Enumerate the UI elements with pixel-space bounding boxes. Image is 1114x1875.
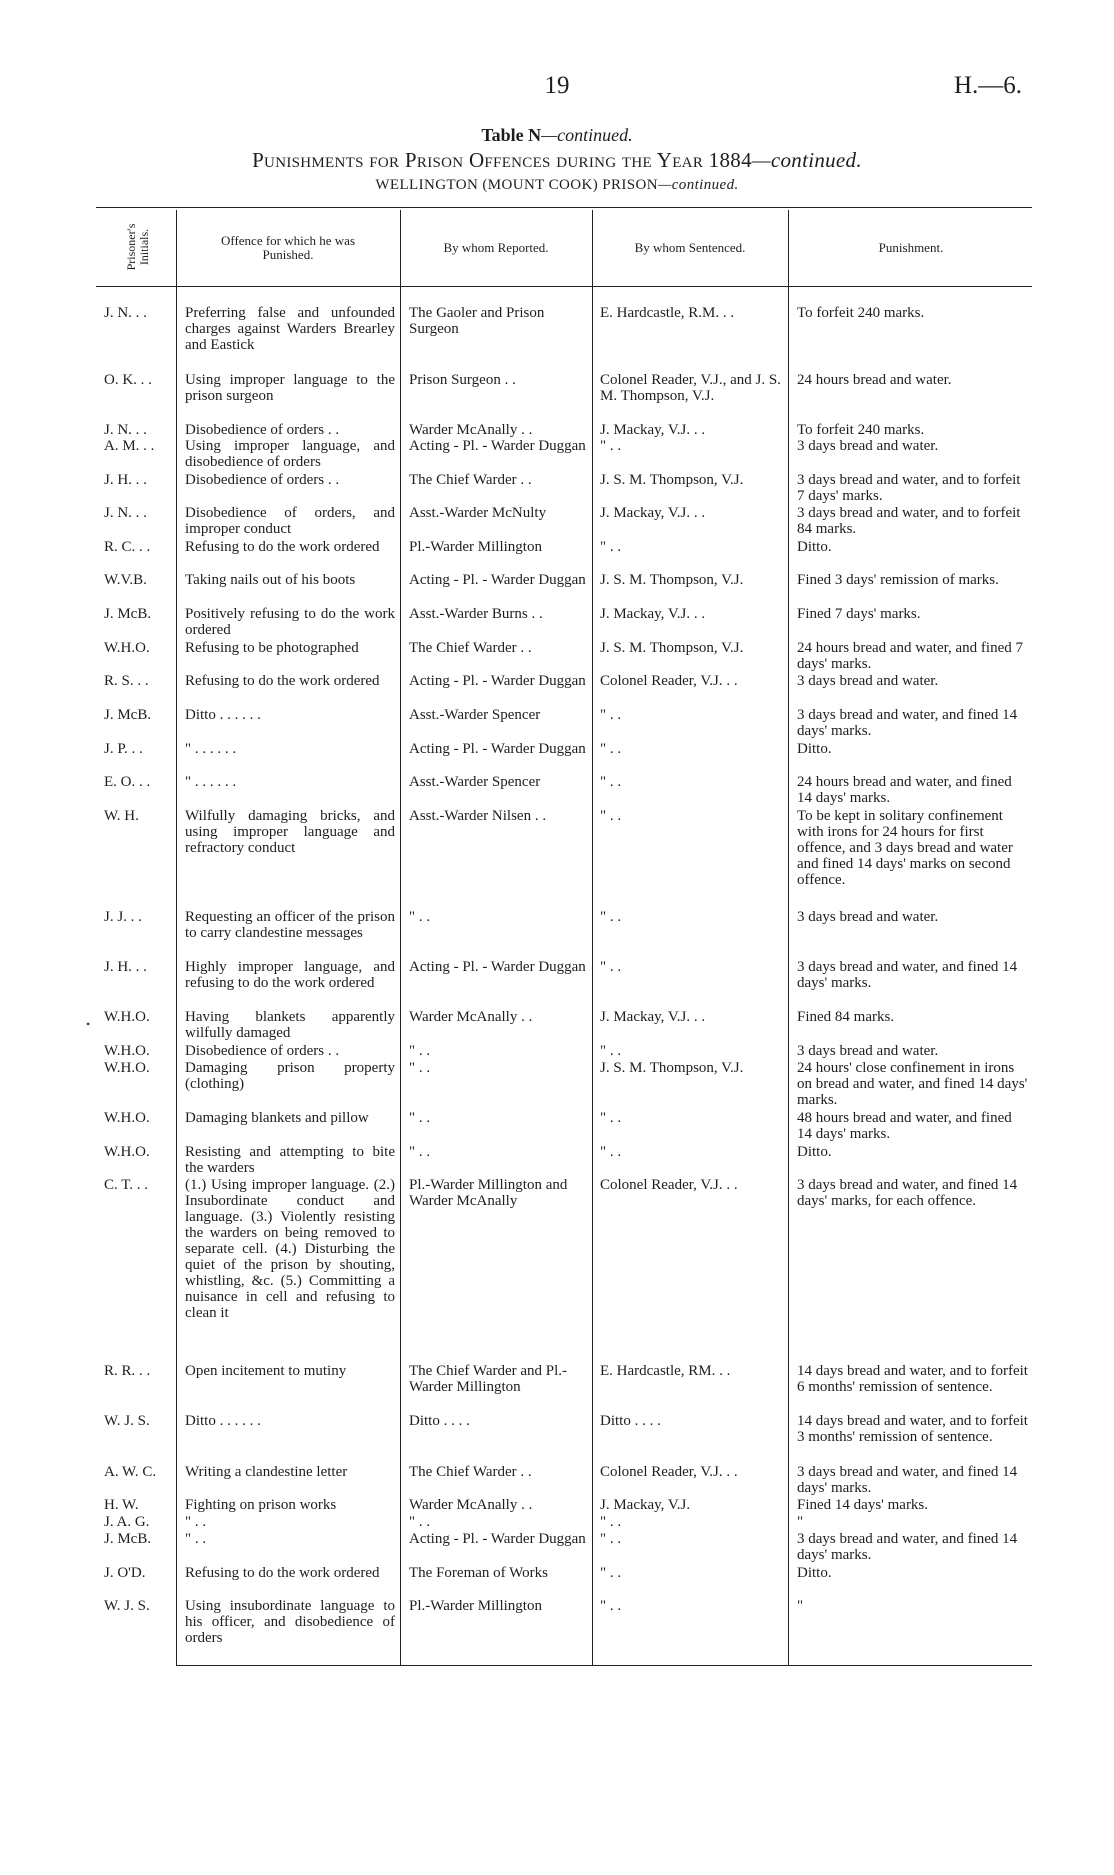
row-reported: " . . [409, 1043, 431, 1059]
row-sentenced: Colonel Reader, V.J., and J. S. M. Thompson, V.J. [600, 372, 781, 404]
row-reported: The Foreman of Works [409, 1565, 548, 1581]
row-punishment: Fined 14 days' marks. [797, 1497, 929, 1513]
row-offence: Disobedience of orders . . [185, 422, 340, 438]
row-reported: Acting - Pl. - Warder Duggan [409, 673, 586, 689]
row-sentenced: Colonel Reader, V.J. . . [600, 673, 738, 689]
row-initials: R. R. . . [104, 1363, 151, 1379]
row-offence: Refusing to do the work ordered [185, 1565, 380, 1581]
row-offence: Preferring false and unfounded charges against Warders Brearley and Eastick [185, 305, 395, 353]
row-initials: J. P. . . [104, 741, 143, 757]
row-sentenced: " . . [600, 774, 622, 790]
row-initials: J. McB. [104, 606, 152, 622]
row-sentenced: J. Mackay, V.J. . . [600, 422, 706, 438]
table-subtitle [0, 148, 1114, 173]
row-initials: W. J. S. [104, 1598, 150, 1614]
row-offence: " . . . . . . [185, 774, 237, 790]
row-offence: Refusing to do the work ordered [185, 539, 380, 555]
row-reported: Asst.-Warder Spencer [409, 774, 541, 790]
header-reported: By whom Reported. [443, 239, 549, 255]
row-reported: Asst.-Warder McNulty [409, 505, 547, 521]
series-code: H.—6. [953, 72, 1022, 99]
row-initials: W. J. S. [104, 1413, 150, 1429]
row-sentenced: " . . [600, 808, 622, 824]
row-reported: Acting - Pl. - Warder Duggan [409, 438, 586, 454]
row-initials: A. W. C. [104, 1464, 157, 1480]
row-reported: Acting - Pl. - Warder Duggan [409, 572, 586, 588]
column-divider-1 [176, 210, 177, 1665]
row-reported: Asst.-Warder Spencer [409, 707, 541, 723]
row-initials: W.H.O. [104, 1110, 150, 1126]
row-punishment: 3 days bread and water, and to forfeit 84 marks. [797, 505, 1021, 537]
row-sentenced: Colonel Reader, V.J. . . [600, 1464, 738, 1480]
row-punishment: Fined 3 days' remission of marks. [797, 572, 999, 588]
row-reported: Pl.-Warder Millington [409, 539, 542, 555]
row-punishment: 3 days bread and water, and fined 14 days' marks. [797, 959, 1018, 991]
row-offence: Ditto . . . . . . [185, 707, 261, 723]
row-offence: " . . . . . . [185, 741, 237, 757]
row-sentenced: " . . [600, 1598, 622, 1614]
row-offence: Highly improper language, and refusing to do the work ordered [185, 959, 395, 991]
row-sentenced: J. S. M. Thompson, V.J. [600, 472, 744, 488]
row-offence: Disobedience of orders . . [185, 1043, 340, 1059]
margin-dot: • [86, 1017, 91, 1031]
row-offence: (1.) Using improper language. (2.) Insubordinate conduct and language. (3.) Violently resisting the warders on being removed to separate cell. (4.) Disturbing the quiet of the prison by shouting, whistling, &c. (5.) Committing a nuisance in cell and refusing to clean it [185, 1177, 395, 1321]
row-initials: R. S. . . [104, 673, 149, 689]
row-sentenced: " . . [600, 1531, 622, 1547]
header-sentenced: By whom Sentenced. [634, 239, 746, 255]
row-reported: The Gaoler and Prison Surgeon [409, 305, 545, 337]
row-punishment: 3 days bread and water, and fined 14 days' marks. [797, 1464, 1018, 1496]
row-punishment: 24 hours' close confinement in irons on bread and water, and fined 14 days' marks. [797, 1060, 1028, 1108]
row-sentenced: E. Hardcastle, RM. . . [600, 1363, 731, 1379]
row-punishment: Ditto. [797, 1144, 832, 1160]
row-reported: " . . [409, 909, 431, 925]
row-punishment: 3 days bread and water. [797, 438, 939, 454]
row-offence: Positively refusing to do the work ordered [185, 606, 395, 638]
header-punishment: Punishment. [878, 239, 944, 255]
row-offence: Damaging blankets and pillow [185, 1110, 369, 1126]
row-offence: Disobedience of orders, and improper conduct [185, 505, 395, 537]
row-sentenced: E. Hardcastle, R.M. . . [600, 305, 735, 321]
row-sentenced: J. S. M. Thompson, V.J. [600, 640, 744, 656]
row-punishment: 3 days bread and water, and to forfeit 7 days' marks. [797, 472, 1021, 504]
row-offence: Refusing to do the work ordered [185, 673, 380, 689]
row-punishment: " [797, 1598, 804, 1614]
row-reported: Asst.-Warder Burns . . [409, 606, 543, 622]
row-offence: Writing a clandestine letter [185, 1464, 348, 1480]
row-sentenced: " . . [600, 707, 622, 723]
row-sentenced: " . . [600, 1514, 622, 1530]
row-reported: Acting - Pl. - Warder Duggan [409, 959, 586, 975]
row-initials: J. O'D. [104, 1565, 146, 1581]
row-sentenced: J. Mackay, V.J. . . [600, 1009, 706, 1025]
column-divider-2 [400, 210, 401, 1665]
row-punishment: " [797, 1514, 804, 1530]
row-punishment: 14 days bread and water, and to forfeit 6 months' remission of sentence. [797, 1363, 1028, 1395]
row-reported: Prison Surgeon . . [409, 372, 516, 388]
row-sentenced: " . . [600, 909, 622, 925]
row-offence: Open incitement to mutiny [185, 1363, 347, 1379]
row-sentenced: " . . [600, 438, 622, 454]
row-reported: Pl.-Warder Millington and Warder McAnally [409, 1177, 568, 1209]
row-initials: J. N. . . [104, 305, 147, 321]
row-punishment: 24 hours bread and water. [797, 372, 952, 388]
row-reported: " . . [409, 1060, 431, 1076]
row-initials: O. K. . . [104, 372, 152, 388]
header-bottom-rule [96, 286, 1032, 287]
row-punishment: 48 hours bread and water, and fined 14 days' marks. [797, 1110, 1012, 1142]
row-reported: Acting - Pl. - Warder Duggan [409, 1531, 586, 1547]
row-reported: Acting - Pl. - Warder Duggan [409, 741, 586, 757]
row-initials: J. McB. [104, 1531, 152, 1547]
row-initials: W.V.B. [104, 572, 147, 588]
row-initials: W.H.O. [104, 1060, 150, 1076]
row-reported: " . . [409, 1514, 431, 1530]
row-initials: J. J. . . [104, 909, 142, 925]
row-punishment: Ditto. [797, 1565, 832, 1581]
row-reported: Ditto . . . . [409, 1413, 470, 1429]
row-offence: Ditto . . . . . . [185, 1413, 261, 1429]
row-initials: J. H. . . [104, 959, 147, 975]
table-bottom-rule [176, 1665, 1032, 1666]
row-punishment: 14 days bread and water, and to forfeit 3 months' remission of sentence. [797, 1413, 1028, 1445]
row-sentenced: " . . [600, 539, 622, 555]
row-reported: The Chief Warder . . [409, 640, 532, 656]
row-punishment: Fined 84 marks. [797, 1009, 895, 1025]
column-divider-4 [788, 210, 789, 1665]
row-punishment: 3 days bread and water. [797, 1043, 939, 1059]
row-punishment: Ditto. [797, 741, 832, 757]
table-title-suffix: —continued. [541, 125, 633, 145]
row-reported: Warder McAnally . . [409, 1009, 533, 1025]
table-title [0, 125, 1114, 146]
row-initials: J. N. . . [104, 505, 147, 521]
header-initials-text: Prisoner's Initials. [124, 223, 151, 271]
row-reported: Warder McAnally . . [409, 1497, 533, 1513]
row-initials: W.H.O. [104, 1043, 150, 1059]
row-offence: " . . [185, 1514, 207, 1530]
row-offence: Fighting on prison works [185, 1497, 337, 1513]
row-offence: Having blankets apparently wilfully damaged [185, 1009, 395, 1041]
row-reported: Asst.-Warder Nilsen . . [409, 808, 547, 824]
row-sentenced: " . . [600, 1110, 622, 1126]
row-sentenced: J. Mackay, V.J. [600, 1497, 691, 1513]
row-punishment: 24 hours bread and water, and fined 14 days' marks. [797, 774, 1012, 806]
row-reported: The Chief Warder . . [409, 472, 532, 488]
row-punishment: To forfeit 240 marks. [797, 305, 925, 321]
row-punishment: 3 days bread and water, and fined 14 days' marks. [797, 1531, 1018, 1563]
row-reported: Pl.-Warder Millington [409, 1598, 542, 1614]
row-initials: J. N. . . [104, 422, 147, 438]
row-sentenced: " . . [600, 1144, 622, 1160]
row-initials: W.H.O. [104, 640, 150, 656]
row-offence: Taking nails out of his boots [185, 572, 356, 588]
row-sentenced: " . . [600, 741, 622, 757]
row-initials: H. W. [104, 1497, 139, 1513]
row-sentenced: J. S. M. Thompson, V.J. [600, 1060, 744, 1076]
prison-suffix: —continued. [658, 177, 739, 193]
row-sentenced: J. Mackay, V.J. . . [600, 505, 706, 521]
table-title-main: Table N [481, 125, 542, 145]
row-reported: The Chief Warder . . [409, 1464, 532, 1480]
row-reported: Warder McAnally . . [409, 422, 533, 438]
row-punishment: 3 days bread and water. [797, 909, 939, 925]
row-punishment: 3 days bread and water, and fined 14 days' marks, for each offence. [797, 1177, 1018, 1209]
row-offence: Disobedience of orders . . [185, 472, 340, 488]
row-reported: " . . [409, 1144, 431, 1160]
row-punishment: 3 days bread and water. [797, 673, 939, 689]
row-initials: W. H. [104, 808, 139, 824]
row-initials: C. T. . . [104, 1177, 149, 1193]
row-sentenced: " . . [600, 959, 622, 975]
row-initials: J. A. G. [104, 1514, 150, 1530]
row-sentenced: J. S. M. Thompson, V.J. [600, 572, 744, 588]
row-offence: Using improper language to the prison surgeon [185, 372, 395, 404]
subtitle-suffix: —continued. [751, 148, 862, 172]
row-offence: Requesting an officer of the prison to carry clandestine messages [185, 909, 395, 941]
row-offence: Using insubordinate language to his officer, and disobedience of orders [185, 1598, 395, 1646]
row-initials: W.H.O. [104, 1144, 150, 1160]
row-offence: Resisting and attempting to bite the warders [185, 1144, 395, 1176]
header-initials [102, 211, 174, 283]
row-punishment: 24 hours bread and water, and fined 7 days' marks. [797, 640, 1023, 672]
row-initials: W.H.O. [104, 1009, 150, 1025]
row-sentenced: Ditto . . . . [600, 1413, 661, 1429]
row-reported: The Chief Warder and Pl.-Warder Millington [409, 1363, 568, 1395]
page-number: 19 [544, 72, 570, 99]
row-punishment: Ditto. [797, 539, 832, 555]
row-initials: R. C. . . [104, 539, 151, 555]
row-punishment: To forfeit 240 marks. [797, 422, 925, 438]
row-offence: Damaging prison property (clothing) [185, 1060, 395, 1092]
row-sentenced: J. Mackay, V.J. . . [600, 606, 706, 622]
prison-name: WELLINGTON (MOUNT COOK) PRISON [375, 177, 659, 193]
column-divider-3 [592, 210, 593, 1665]
header-offence: Offence for which he was Punished. [220, 232, 356, 262]
row-sentenced: Colonel Reader, V.J. . . [600, 1177, 738, 1193]
table-top-rule [96, 207, 1032, 208]
row-sentenced: " . . [600, 1565, 622, 1581]
row-offence: Using improper language, and disobedience of orders [185, 438, 395, 470]
row-punishment: Fined 7 days' marks. [797, 606, 921, 622]
row-initials: A. M. . . [104, 438, 155, 454]
row-offence: " . . [185, 1531, 207, 1547]
row-offence: Wilfully damaging bricks, and using improper language and refractory conduct [185, 808, 395, 856]
row-initials: E. O. . . [104, 774, 151, 790]
row-initials: J. H. . . [104, 472, 147, 488]
prison-heading [0, 177, 1114, 194]
row-sentenced: " . . [600, 1043, 622, 1059]
row-punishment: 3 days bread and water, and fined 14 days' marks. [797, 707, 1018, 739]
row-reported: " . . [409, 1110, 431, 1126]
row-punishment: To be kept in solitary confinement with irons for 24 hours for first offence, and 3 days bread and water and fined 14 days' marks on second offence. [797, 808, 1013, 888]
row-offence: Refusing to be photographed [185, 640, 359, 656]
row-initials: J. McB. [104, 707, 152, 723]
subtitle-text: Punishments for Prison Offences during the Year 1884 [252, 148, 752, 172]
